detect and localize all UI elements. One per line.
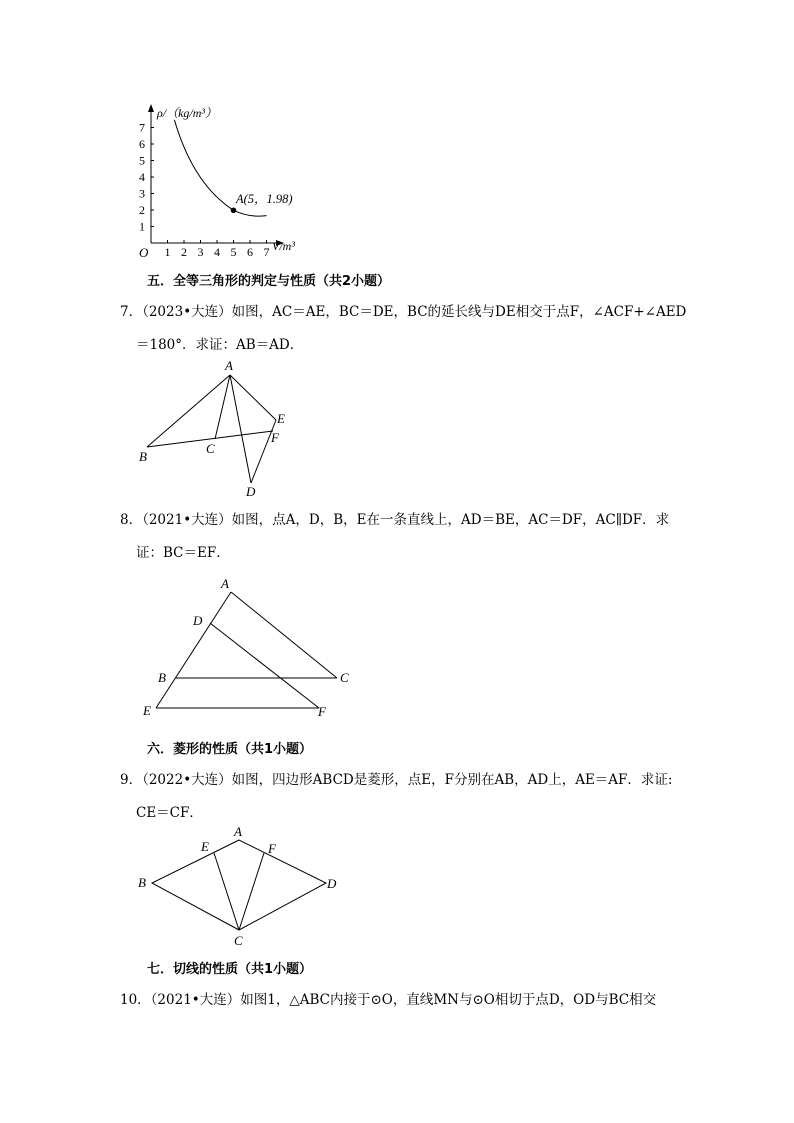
q9-label-b: B	[138, 875, 146, 890]
q7-segment-ac	[215, 375, 230, 439]
x-tick-1: 1	[164, 245, 171, 259]
q7-label-e: E	[277, 411, 285, 426]
y-tick-7: 7	[139, 120, 145, 135]
section-7-heading: 七．切线的性质（共1小题）	[147, 962, 313, 977]
q7-label-c: C	[206, 441, 215, 456]
section-5-heading: 五．全等三角形的判定与性质（共2小题）	[147, 274, 391, 289]
x-tick-4: 4	[214, 245, 220, 259]
y-tick-6: 6	[139, 137, 145, 151]
q9-label-f: F	[268, 841, 276, 856]
y-axis-label: ρ/（kg/m³）	[157, 106, 218, 120]
q8-text-line-1: 8．（2021•大连）如图，点A，D，B，E在一条直线上，AD＝BE，AC＝DF，AC∥DF．求	[120, 512, 670, 528]
q8-label-b: B	[158, 670, 166, 685]
q7-segment-ab	[147, 375, 230, 447]
x-tick-2: 2	[181, 245, 187, 259]
q8-segment-ac	[231, 592, 337, 678]
q7-label-f: F	[271, 430, 279, 445]
y-axis-arrow	[148, 104, 154, 112]
point-a	[231, 208, 237, 214]
q9-text-line-2: CE＝CF．	[136, 805, 203, 821]
q9-label-e: E	[201, 839, 209, 854]
q7-segment-ad	[230, 375, 251, 483]
q9-label-a: A	[234, 824, 242, 839]
y-tick-3: 3	[139, 186, 145, 201]
q7-label-d: D	[246, 484, 256, 499]
q9-figure	[130, 820, 350, 950]
x-tick-5: 5	[230, 245, 237, 259]
q7-label-b: B	[139, 449, 147, 464]
q9-text-line-1: 9．（2022•大连）如图，四边形ABCD是菱形，点E，F分别在AB，AD上，AE＝AF．求证:	[120, 772, 673, 788]
q7-figure	[130, 355, 300, 505]
q9-label-d: D	[327, 876, 337, 891]
q9-rhombus-abcd	[152, 840, 326, 930]
q7-text-line-1: 7．（2023•大连）如图，AC＝AE，BC＝DE，BC的延长线与DE相交于点F，∠ACF+∠AED	[120, 304, 687, 320]
q8-label-f: F	[318, 704, 326, 719]
point-a-label: A(5，1.98)	[236, 192, 293, 206]
y-tick-2: 2	[139, 203, 145, 217]
q7-label-a: A	[225, 358, 233, 373]
x-tick-3: 3	[197, 245, 204, 259]
q8-label-d: D	[193, 613, 203, 628]
x-tick-6: 6	[247, 245, 253, 259]
density-volume-graph	[130, 100, 330, 260]
q8-label-c: C	[340, 670, 349, 685]
y-tick-5: 5	[139, 153, 145, 168]
section-6-heading: 六．菱形的性质（共1小题）	[147, 742, 313, 757]
q8-text-line-2: 证：BC＝EF．	[136, 545, 230, 561]
q8-segment-df	[210, 623, 319, 708]
y-tick-1: 1	[139, 219, 145, 234]
q8-segment-ae	[156, 592, 231, 708]
q7-segment-ae	[230, 375, 276, 420]
x-tick-7: 7	[263, 245, 270, 259]
q7-text-line-2: ＝180°．求证：AB＝AD．	[136, 337, 304, 353]
q8-figure	[135, 570, 365, 725]
origin-label: O	[139, 245, 149, 260]
q9-label-c: C	[234, 933, 243, 948]
y-tick-4: 4	[139, 170, 145, 184]
q10-text-line-1: 10．（2021•大连）如图1，△ABC内接于⊙O，直线MN与⊙O相切于点D，OD与BC相交	[120, 992, 657, 1008]
q8-label-e: E	[143, 703, 151, 718]
x-axis-label: V/m³	[272, 239, 295, 253]
q8-label-a: A	[221, 576, 229, 591]
